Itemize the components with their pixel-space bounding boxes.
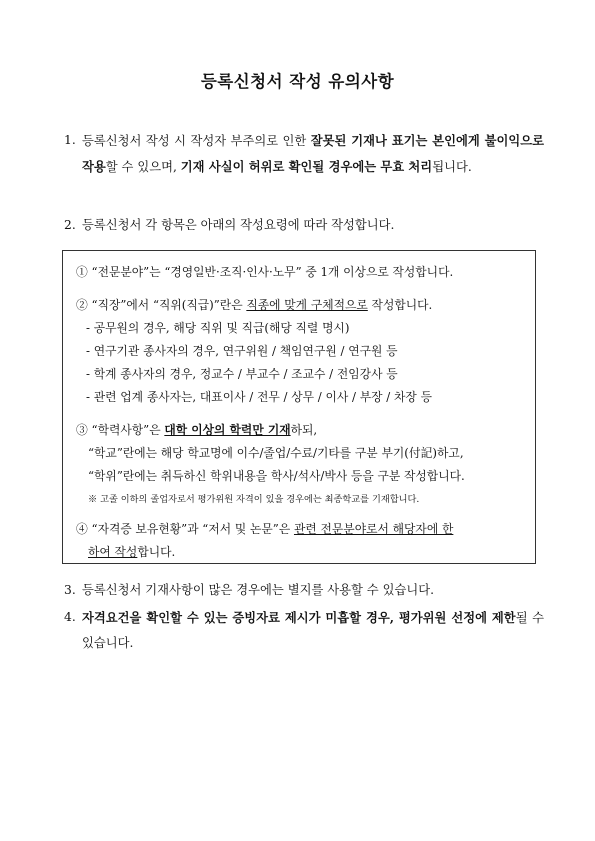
guide-job-title: ② “직장”에서 “직위(직급)”란은 직종에 맞게 구체적으로 작성합니다.: [76, 298, 433, 312]
guide-job-line: - 공무원의 경우, 해당 직위 및 직급(해당 직렬 명시): [86, 321, 350, 335]
item-text: 등록신청서 기재사항이 많은 경우에는 별지를 사용할 수 있습니다.: [82, 583, 434, 597]
guide-note: ※ 고졸 이하의 졸업자로서 평가위원 자격이 있을 경우에는 최종학교를 기재합니다.: [88, 494, 420, 505]
guide-field-of-expertise: ① “전문분야”는 “경영일반·조직·인사·노무” 중 1개 이상으로 작성합니다.: [76, 265, 454, 279]
item-text: 등록신청서 작성 시 작성자 부주의로 인한 잘못된 기재나 표기는 본인에게 불이익으로 작용할 수 있으며, 기재 사실이 허위로 확인될 경우에는 무효 처리됩니다.: [82, 133, 544, 174]
guide-certificates-cont: 하여 작성합니다.: [88, 545, 176, 559]
item-number: 2.: [64, 218, 76, 232]
page-title: 등록신청서 작성 유의사항: [200, 72, 395, 91]
item-number: 3.: [64, 583, 76, 597]
item-number: 1.: [64, 133, 76, 147]
notice-item-4: [64, 605, 544, 656]
guide-job-line: - 학계 종사자의 경우, 정교수 / 부교수 / 조교수 / 전임강사 등: [86, 367, 398, 381]
guide-education-line: “학위”란에는 취득하신 학위내용을 학사/석사/박사 등을 구분 작성합니다.: [88, 469, 465, 483]
guide-job-line: - 관련 업계 종사자는, 대표이사 / 전무 / 상무 / 이사 / 부장 / 차장 등: [86, 390, 432, 404]
guide-job-line: - 연구기관 종사자의 경우, 연구위원 / 책임연구원 / 연구원 등: [86, 344, 398, 358]
item-text: 등록신청서 각 항목은 아래의 작성요령에 따라 작성합니다.: [82, 218, 395, 232]
item-text: 자격요건을 확인할 수 있는 증빙자료 제시가 미흡할 경우, 평가위원 선정에 제한될 수 있습니다.: [82, 610, 545, 650]
guide-certificates: ④ “자격증 보유현황”과 “저서 및 논문”은 관련 전문분야로서 해당자에 한: [76, 522, 454, 536]
guide-education: ③ “학력사항”은 대학 이상의 학력만 기재하되,: [76, 423, 318, 437]
guide-education-line: “학교”란에는 해당 학교명에 이수/졸업/수료/기타를 구분 부기(付記)하고,: [88, 446, 464, 460]
item-number: 4.: [64, 610, 76, 624]
notice-item-1: [64, 128, 544, 180]
notice-item-2: [64, 213, 544, 238]
notice-item-3: [64, 578, 544, 603]
